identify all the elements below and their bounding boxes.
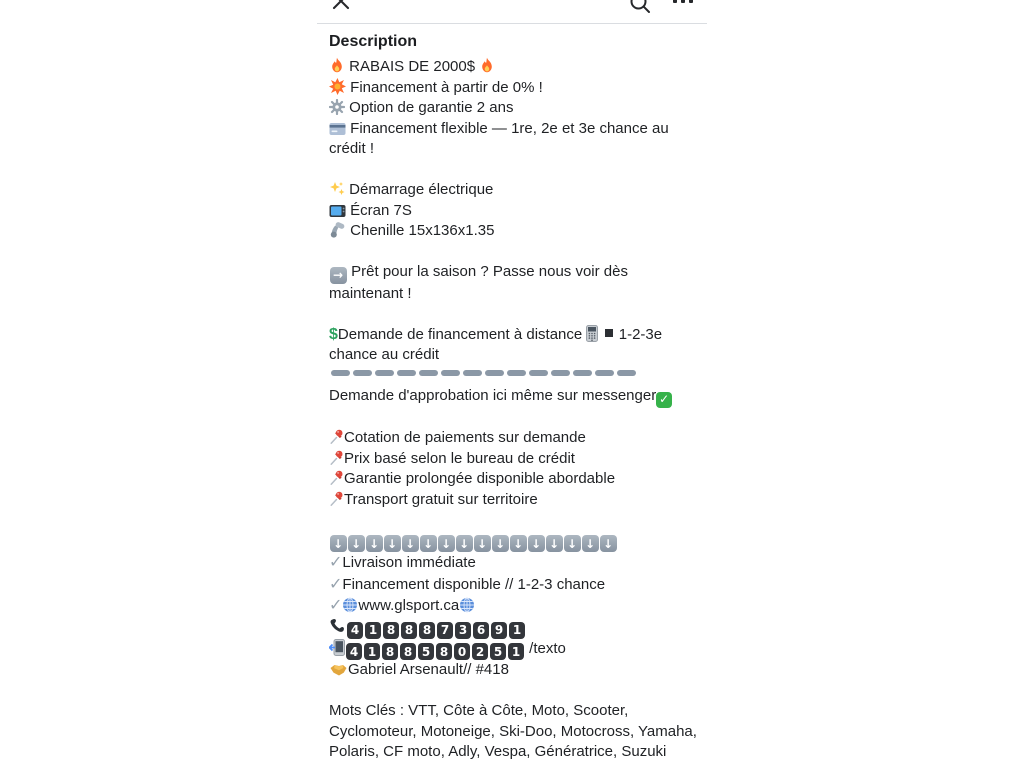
description-line: 4 1 8 8 5 8 0 2 5 1 /texto — [329, 639, 697, 661]
description-line — [329, 510, 697, 531]
description-line — [329, 681, 697, 702]
search-icon[interactable] — [629, 0, 651, 19]
description-line: Prix basé selon le bureau de crédit — [329, 449, 697, 470]
more-dot — [681, 0, 685, 3]
description-line: $Demande de financement à distance 1-2-3e chance au crédit — [329, 325, 667, 364]
description-line: Transport gratuit sur territoire — [329, 490, 697, 511]
top-bar — [317, 0, 707, 24]
description-line: ✓ www.glsport.ca — [329, 595, 697, 617]
description-line: Chenille 15x136x1.35 — [329, 221, 697, 242]
more-dot — [673, 0, 677, 3]
close-icon[interactable] — [331, 0, 351, 16]
description-line: Cotation de paiements sur demande — [329, 428, 697, 449]
description-line: Mots Clés : VTT, Côte à Côte, Moto, Scooter, Cyclomoteur, Motoneige, Ski-Doo, Motocross, Yamaha, Polaris, CF moto, Adly, Vespa, Génératrice, Suzuki — [329, 702, 702, 761]
description-line: RABAIS DE 2000$ — [329, 57, 697, 78]
description-line: ✓Financement disponible // 1-2-3 chance — [329, 573, 606, 593]
description-line: ✓Livraison immédiate — [329, 552, 476, 572]
app-panel — [317, 0, 707, 768]
description-line: → Prêt pour la saison ? Passe nous voir dès maintenant ! — [329, 263, 633, 302]
description-line: Financement flexible — 1re, 2e et 3e chance au crédit ! — [329, 119, 673, 157]
description-line: Option de garantie 2 ans — [329, 98, 697, 119]
description-line — [329, 366, 697, 387]
description-line: Garantie prolongée disponible abordable — [329, 469, 697, 490]
description-line: ↓ ↓ ↓ ↓ ↓ ↓ ↓ ↓ ↓ ↓ ↓ ↓ ↓ ↓ ↓ ↓ — [329, 531, 697, 553]
description-line: Écran 7S — [329, 201, 697, 222]
description-line: 4 1 8 8 8 7 3 6 9 1 — [329, 617, 697, 639]
description-line: Démarrage électrique — [329, 180, 697, 201]
description-line — [329, 242, 697, 263]
description-line: Demande d'approbation ici même sur messenger ✓ — [329, 386, 697, 407]
description-line — [329, 408, 697, 429]
description-text[interactable] — [317, 51, 707, 763]
description-line: Gabriel Arsenault// #418 — [329, 660, 697, 681]
more-icon[interactable] — [673, 0, 693, 3]
description-line — [329, 304, 697, 325]
more-dot — [689, 0, 693, 3]
page-title: Description — [329, 33, 418, 50]
description-line: Financement à partir de 0% ! — [329, 78, 697, 99]
description-line — [329, 160, 697, 181]
